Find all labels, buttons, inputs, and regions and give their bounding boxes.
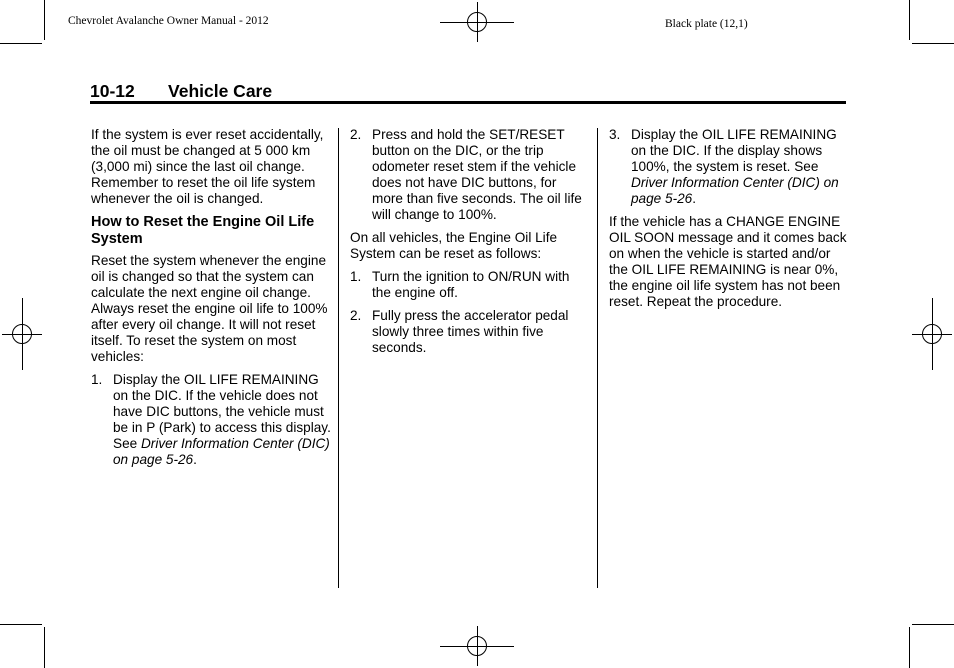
- column-divider: [597, 128, 598, 588]
- list-item: [350, 127, 590, 223]
- numbered-list: [350, 269, 590, 356]
- section-header: [90, 81, 272, 102]
- subheading: How to Reset the Engine Oil Life System: [91, 214, 315, 247]
- text-column-3: [609, 127, 849, 317]
- list-text: Display the OIL LIFE REMAINING on the DIC. If the vehicle does not have DIC buttons, the vehicle must be in P (Park) to access this display. See: [113, 372, 331, 451]
- crop-mark: [44, 0, 45, 40]
- registration-mark-right: [912, 298, 952, 370]
- header-rule: [90, 101, 846, 104]
- list-number: 2.: [350, 308, 362, 323]
- list-text: Display the OIL LIFE REMAINING on the DIC. If the display shows 100%, the system is reset. See: [631, 127, 837, 174]
- registration-mark-top: [440, 2, 514, 42]
- numbered-list: [350, 127, 590, 223]
- section-number: 10-12: [90, 81, 135, 101]
- numbered-list: [609, 127, 849, 207]
- list-item: [350, 308, 590, 356]
- section-title: Vehicle Care: [168, 81, 273, 101]
- numbered-list: [91, 372, 331, 468]
- punctuation: .: [692, 191, 697, 206]
- crop-mark: [0, 43, 42, 44]
- registration-mark-left: [2, 298, 42, 370]
- list-number: 1.: [91, 372, 103, 387]
- crop-mark: [909, 0, 910, 40]
- crop-mark: [912, 43, 954, 44]
- cross-reference: Driver Information Center (DIC) on page 5-26: [631, 175, 839, 206]
- crop-mark: [912, 624, 954, 625]
- list-item: [91, 372, 331, 468]
- cross-reference: Driver Information Center (DIC) on page 5-26: [113, 436, 330, 467]
- crop-mark: [0, 624, 42, 625]
- list-text: Turn the ignition to ON/RUN with the engine off.: [372, 269, 570, 300]
- paragraph: Reset the system whenever the engine oil is changed so that the system can calculate the next engine oil change. Always reset the engine oil life to 100% after every oil change. It will not reset itself. To reset the system on most vehicles:: [91, 253, 328, 364]
- intro-paragraph: If the system is ever reset accidentally, the oil must be changed at 5 000 km (3,000 mi) since the last oil change. Remember to reset the oil life system whenever the oil is changed.: [91, 127, 324, 206]
- punctuation: .: [193, 452, 197, 467]
- list-item: [609, 127, 849, 207]
- document-title: Chevrolet Avalanche Owner Manual - 2012: [68, 15, 269, 27]
- crop-mark: [909, 627, 910, 668]
- paragraph: If the vehicle has a CHANGE ENGINE OIL SOON message and it comes back on when the vehicle is started and/or the OIL LIFE REMAINING is near 0%, the engine oil life system has not been reset. Repeat the procedure.: [609, 214, 847, 309]
- column-divider: [338, 128, 339, 588]
- list-item: [350, 269, 590, 301]
- list-text: Press and hold the SET/RESET button on the DIC, or the trip odometer reset stem if the vehicle does not have DIC buttons, for more than five seconds. The oil life will change to 100%.: [372, 127, 582, 222]
- text-column-1: [91, 127, 331, 475]
- crop-mark: [44, 627, 45, 668]
- text-column-2: [350, 127, 590, 363]
- registration-mark-bottom: [440, 626, 514, 666]
- paragraph: On all vehicles, the Engine Oil Life System can be reset as follows:: [350, 230, 558, 261]
- list-text: Fully press the accelerator pedal slowly three times within five seconds.: [372, 308, 569, 355]
- list-number: 2.: [350, 127, 362, 142]
- list-number: 3.: [609, 127, 621, 142]
- plate-label: Black plate (12,1): [665, 18, 748, 30]
- list-number: 1.: [350, 269, 362, 284]
